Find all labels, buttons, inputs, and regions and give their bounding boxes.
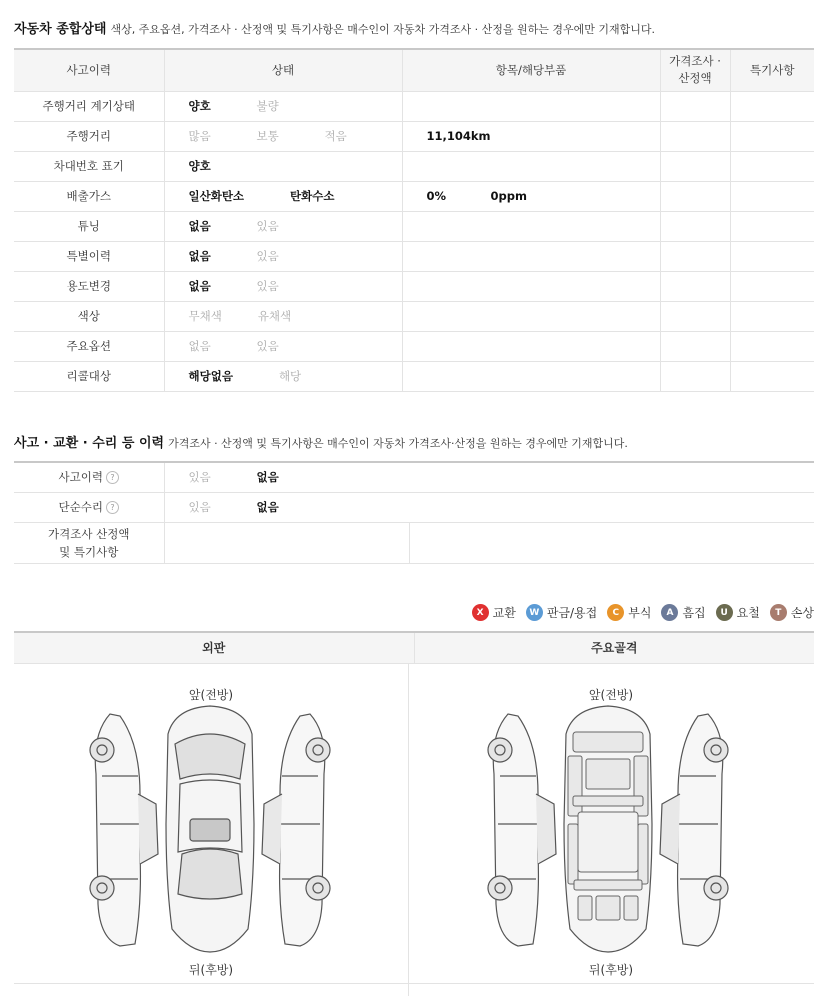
status-row-options: [164, 121, 402, 151]
status-row-label: 차대번호 표기: [14, 151, 164, 181]
status-row-label: 튜닝: [14, 211, 164, 241]
price-notes-line2: 및 특기사항: [59, 544, 119, 559]
status-row-price: [660, 181, 730, 211]
status-row: [14, 301, 814, 331]
panel-header: [14, 631, 814, 664]
status-option: 불량: [256, 99, 279, 113]
history-row: [14, 462, 814, 492]
status-row-items: [402, 91, 660, 121]
frame-panel-title: 주요골격: [591, 641, 638, 655]
legend-label: 요철: [736, 606, 760, 620]
status-row-label: 주요옵션: [14, 331, 164, 361]
legend-marker-icon: A: [661, 604, 678, 621]
legend-item: [607, 604, 651, 621]
status-option: 있음: [256, 249, 279, 263]
status-row: [14, 121, 814, 151]
header-history: 사고이력: [14, 49, 164, 91]
status-row-options: [164, 91, 402, 121]
section1-title: 자동차 종합상태: [14, 22, 107, 37]
status-option: 적음: [324, 129, 347, 143]
status-row-items: [402, 361, 660, 391]
history-option: 있음: [188, 470, 211, 485]
status-row-options: [164, 301, 402, 331]
history-option: 없음: [256, 500, 279, 514]
header-status: 상태: [164, 49, 402, 91]
legend-item: [661, 604, 705, 621]
price-value-cell: [164, 522, 409, 563]
status-option: 일산화탄소: [188, 189, 245, 203]
status-row-options: [164, 331, 402, 361]
status-row-price: [660, 211, 730, 241]
status-row: [14, 91, 814, 121]
legend-marker-icon: X: [472, 604, 489, 621]
legend-label: 부식: [628, 606, 652, 620]
legend-label: 판금/용접: [546, 606, 598, 620]
status-row-notes: [730, 211, 814, 241]
status-row-notes: [730, 91, 814, 121]
exterior-car-diagram: [80, 704, 340, 956]
status-option: 많음: [188, 129, 211, 143]
status-row-options: [164, 151, 402, 181]
status-option: 없음: [188, 279, 211, 293]
status-row: [14, 151, 814, 181]
status-option: 양호: [188, 99, 211, 113]
status-row-label: 특별이력: [14, 241, 164, 271]
status-option: 해당: [278, 369, 302, 383]
status-row-options: [164, 271, 402, 301]
legend-item: [716, 604, 760, 621]
history-row-options: [164, 492, 814, 522]
status-row-label: 주행거리 계기상태: [14, 91, 164, 121]
legend-item: [770, 604, 814, 621]
section1-heading: [14, 18, 655, 37]
legend-marker-icon: T: [770, 604, 787, 621]
help-icon[interactable]: ?: [106, 501, 119, 514]
legend-marker-icon: C: [607, 604, 624, 621]
status-row: [14, 331, 814, 361]
status-row-items: [402, 331, 660, 361]
item-value-2: 0ppm: [490, 189, 527, 203]
status-row-notes: [730, 361, 814, 391]
status-row-price: [660, 121, 730, 151]
status-row-label: 색상: [14, 301, 164, 331]
status-row-label: 주행거리: [14, 121, 164, 151]
status-option: 없음: [188, 249, 211, 263]
exterior-rear-label: 뒤(후방): [188, 963, 234, 977]
history-label-text: 단순수리: [58, 500, 103, 514]
status-row-price: [660, 151, 730, 181]
frame-car-diagram: [478, 704, 738, 956]
status-row-label: 리콜대상: [14, 361, 164, 391]
status-row-options: [164, 241, 402, 271]
status-row-price: [660, 271, 730, 301]
status-row: [14, 241, 814, 271]
status-rows: [14, 91, 814, 391]
damage-legend: [472, 604, 814, 621]
legend-label: 교환: [492, 606, 516, 620]
status-row-notes: [730, 241, 814, 271]
legend-item: [526, 604, 597, 621]
status-row-notes: [730, 121, 814, 151]
exterior-panel-title: 외판: [14, 633, 415, 663]
section2-subtitle: 가격조사 · 산정액 및 특기사항은 매수인이 자동차 가격조사·산정을 원하는 경우에만 기재합니다.: [168, 437, 628, 450]
panel-divider: [408, 664, 409, 996]
status-option: 양호: [188, 159, 211, 173]
header-price-line2: 산정액: [678, 71, 712, 86]
status-option: 보통: [256, 129, 279, 143]
status-option: 없음: [188, 219, 211, 233]
price-notes-label: [14, 522, 164, 563]
item-value-1: 0%: [426, 189, 447, 203]
history-row: [14, 492, 814, 522]
history-table: [14, 461, 814, 564]
status-row-price: [660, 241, 730, 271]
status-row: [14, 181, 814, 211]
section2-title: 사고 · 교환 · 수리 등 이력: [14, 436, 165, 451]
status-option: 탄화수소: [290, 189, 335, 203]
status-row-label: 용도변경: [14, 271, 164, 301]
history-option: 없음: [256, 470, 279, 485]
status-row-items: [402, 211, 660, 241]
status-row-notes: [730, 271, 814, 301]
legend-label: 흠집: [682, 606, 706, 620]
header-notes: 특기사항: [730, 49, 814, 91]
status-option: 유채색: [257, 309, 292, 323]
status-row-items: [402, 241, 660, 271]
item-value-1: 11,104km: [426, 129, 491, 143]
status-option: 해당없음: [188, 369, 233, 383]
status-row-items: [402, 121, 660, 151]
legend-marker-icon: W: [526, 604, 543, 621]
price-notes-line1: 가격조사 산정액: [48, 526, 130, 541]
status-row-items: [402, 271, 660, 301]
history-rows: [14, 462, 814, 522]
status-option: 있음: [256, 339, 279, 353]
exterior-front-label: 앞(전방): [188, 688, 234, 702]
frame-rear-label: 뒤(후방): [588, 963, 634, 977]
status-row-items: [402, 301, 660, 331]
header-price-line1: 가격조사 ·: [669, 54, 721, 69]
legend-item: [472, 604, 516, 621]
status-row-options: [164, 361, 402, 391]
status-row: [14, 271, 814, 301]
status-row: [14, 361, 814, 391]
status-row-label: 배출가스: [14, 181, 164, 211]
status-row-items: [402, 151, 660, 181]
status-row-price: [660, 301, 730, 331]
history-row-options: [164, 462, 814, 492]
status-row-notes: [730, 151, 814, 181]
status-row: [14, 211, 814, 241]
history-option: 있음: [188, 500, 211, 514]
status-row-notes: [730, 301, 814, 331]
status-row-price: [660, 331, 730, 361]
status-row-price: [660, 91, 730, 121]
status-option: 있음: [256, 279, 279, 293]
bottom-divider: [14, 983, 814, 984]
vehicle-status-table: [14, 48, 814, 392]
help-icon[interactable]: ?: [106, 471, 119, 484]
section2-heading: [14, 432, 628, 451]
section1-subtitle: 색상, 주요옵션, 가격조사 · 산정액 및 특기사항은 매수인이 자동차 가격조사 · 산정을 원하는 경우에만 기재합니다.: [110, 23, 656, 36]
header-price: [660, 49, 730, 91]
status-row-options: [164, 211, 402, 241]
legend-marker-icon: U: [716, 604, 733, 621]
legend-label: 손상: [790, 606, 814, 620]
status-row-price: [660, 361, 730, 391]
status-option: 없음: [188, 339, 211, 353]
history-row-label: [14, 462, 164, 492]
notes-value-cell: [409, 522, 814, 563]
header-items: 항목/해당부품: [402, 49, 660, 91]
history-label-text: 사고이력: [58, 470, 103, 485]
history-row-label: [14, 492, 164, 522]
status-option: 무채색: [188, 309, 222, 323]
status-option: 있음: [256, 219, 279, 233]
status-row-options: [164, 181, 402, 211]
frame-front-label: 앞(전방): [588, 688, 634, 702]
status-row-notes: [730, 181, 814, 211]
status-row-notes: [730, 331, 814, 361]
status-row-items: [402, 181, 660, 211]
